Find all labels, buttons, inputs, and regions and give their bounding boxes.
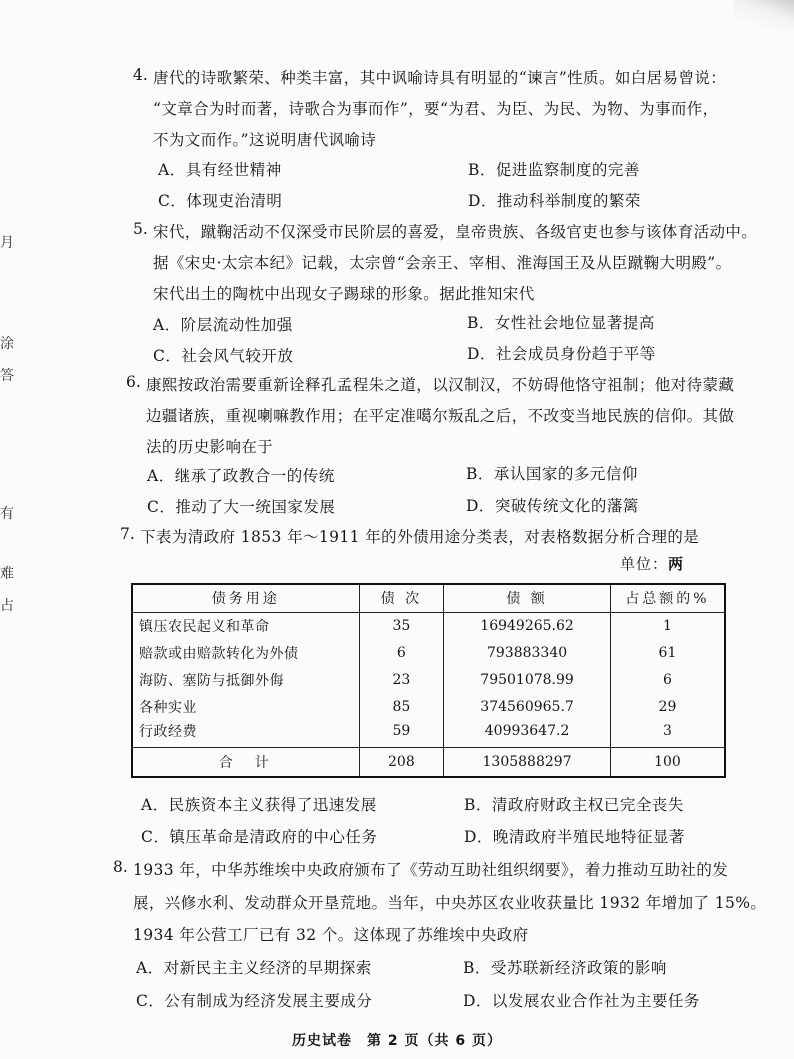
table-header-row — [132, 584, 725, 612]
question-7-option-b[interactable]: B．清政府财政主权已完全丧失 — [464, 796, 684, 814]
page-footer: 历史试卷 第 2 页（共 6 页） — [292, 1033, 502, 1049]
question-4-number: 4. — [133, 66, 148, 84]
question-6-option-a[interactable]: A．继承了政教合一的传统 — [147, 467, 335, 485]
question-5-text: 宋代出土的陶枕中出现女子踢球的形象。据此推知宋代 — [153, 285, 535, 303]
question-4-text: “文章合为时而著，诗歌合为事而作”，要“为君、为臣、为民、为物、为事而作， — [153, 100, 719, 118]
cell-count: 59 — [359, 720, 444, 747]
cell-total-amount: 1305888297 — [444, 747, 611, 777]
margin-mark: 有 — [0, 506, 14, 522]
cell-amount: 793883340 — [444, 639, 611, 666]
question-4-option-d[interactable]: D．推动科举制度的繁荣 — [468, 192, 641, 210]
cell-amount: 374560965.7 — [444, 693, 611, 720]
question-6-number: 6. — [126, 373, 141, 391]
question-6-text: 康熙按政治需要重新诠释孔孟程朱之道，以汉制汉，不妨碍他恪守祖制；他对待蒙藏 — [146, 376, 735, 394]
margin-mark: 涂 — [0, 336, 14, 352]
question-8-text: 1934 年公营工厂已有 32 个。这体现了苏维埃中央政府 — [133, 926, 529, 944]
question-5-option-a[interactable]: A．阶层流动性加强 — [153, 316, 293, 334]
question-6-option-d[interactable]: D．突破传统文化的藩篱 — [466, 497, 639, 515]
margin-mark: 答 — [0, 368, 14, 384]
table-row — [132, 666, 725, 693]
cell-amount: 16949265.62 — [444, 612, 611, 639]
cell-count: 6 — [359, 639, 444, 666]
cell-total-label: 合 计 — [132, 747, 359, 777]
header-purpose: 债务用途 — [132, 584, 359, 612]
cell-purpose: 镇压农民起义和革命 — [132, 612, 359, 639]
margin-mark: 难 — [0, 566, 14, 582]
cell-amount: 79501078.99 — [444, 666, 611, 693]
question-7-option-a[interactable]: A．民族资本主义获得了迅速发展 — [141, 796, 377, 814]
table-row — [132, 612, 725, 639]
question-4-text: 唐代的诗歌繁荣、种类丰富，其中讽喻诗具有明显的“谏言”性质。如白居易曾说： — [153, 69, 727, 87]
question-5-option-d[interactable]: D．社会成员身份趋于平等 — [467, 345, 656, 363]
cell-percent: 1 — [610, 612, 725, 639]
question-7-text: 下表为清政府 1853 年～1911 年的外债用途分类表，对表格数据分析合理的是 — [140, 528, 700, 546]
cell-amount: 40993647.2 — [444, 720, 611, 747]
question-4-option-c[interactable]: C．体现吏治清明 — [158, 192, 283, 210]
question-6-text: 边疆诸族，重视喇嘛教作用；在平定准噶尔叛乱之后，不改变当地民族的信仰。其做 — [146, 407, 735, 425]
page-corner-shadow — [734, 0, 794, 30]
question-5-text: 据《宋史·太宗本纪》记载，太宗曾“会亲王、宰相、淮海国王及从臣蹴鞠大明殿”。 — [153, 254, 732, 272]
question-8-option-c[interactable]: C．公有制成为经济发展主要成分 — [136, 992, 373, 1010]
question-7-option-d[interactable]: D．晚清政府半殖民地特征显著 — [464, 828, 685, 846]
header-percent: 占总额的% — [610, 584, 725, 612]
margin-mark: 月 — [0, 235, 14, 251]
question-8-text: 1933 年，中华苏维埃中央政府颁布了《劳动互助社组织纲要》，着力推动互助社的发 — [133, 861, 729, 879]
question-8-text: 展，兴修水利、发动群众开垦荒地。当年，中央苏区农业收获量比 1932 年增加了 15%。 — [133, 894, 767, 912]
unit-label: 单位： — [620, 555, 669, 573]
cell-purpose: 赔款或由赔款转化为外债 — [132, 639, 359, 666]
cell-percent: 3 — [610, 720, 725, 747]
question-5-text: 宋代，蹴鞠活动不仅深受市民阶层的喜爱，皇帝贵族、各级官吏也参与该体育活动中。 — [153, 223, 758, 241]
cell-percent: 29 — [610, 693, 725, 720]
question-4-option-a[interactable]: A．具有经世精神 — [158, 161, 282, 179]
cell-total-percent: 100 — [610, 747, 725, 777]
cell-purpose: 行政经费 — [132, 720, 359, 747]
table-row — [132, 693, 725, 720]
cell-total-count: 208 — [359, 747, 444, 777]
cell-purpose: 各种实业 — [132, 693, 359, 720]
question-5-option-c[interactable]: C．社会风气较开放 — [153, 347, 294, 365]
foreign-debt-table — [131, 583, 726, 778]
cell-percent: 6 — [610, 666, 725, 693]
question-7-number: 7. — [120, 525, 135, 543]
question-8-option-d[interactable]: D．以发展农业合作社为主要任务 — [463, 992, 700, 1010]
table-total-row — [132, 747, 725, 777]
question-8-number: 8. — [113, 858, 128, 876]
cell-count: 23 — [359, 666, 444, 693]
question-6-text: 法的历史影响在于 — [146, 438, 274, 456]
question-8-option-a[interactable]: A．对新民主主义经济的早期探索 — [136, 959, 372, 977]
header-count: 债 次 — [359, 584, 444, 612]
unit-value: 两 — [668, 555, 685, 573]
cell-percent: 61 — [610, 639, 725, 666]
question-6-option-c[interactable]: C．推动了大一统国家发展 — [147, 498, 336, 516]
cell-count: 85 — [359, 693, 444, 720]
cell-purpose: 海防、塞防与抵御外侮 — [132, 666, 359, 693]
margin-mark: 占 — [0, 598, 14, 614]
table-row — [132, 639, 725, 666]
header-amount: 债 额 — [444, 584, 611, 612]
table-unit-label — [620, 553, 684, 574]
question-5-option-b[interactable]: B．女性社会地位显著提高 — [467, 314, 655, 332]
question-4-text: 不为文而作。”这说明唐代讽喻诗 — [153, 131, 377, 149]
table-row — [132, 720, 725, 747]
cell-count: 35 — [359, 612, 444, 639]
question-6-option-b[interactable]: B．承认国家的多元信仰 — [466, 465, 638, 483]
question-8-option-b[interactable]: B．受苏联新经济政策的影响 — [463, 959, 667, 977]
question-4-option-b[interactable]: B．促进监察制度的完善 — [468, 161, 640, 179]
question-7-option-c[interactable]: C．镇压革命是清政府的中心任务 — [141, 828, 378, 846]
question-5-number: 5. — [133, 220, 148, 238]
